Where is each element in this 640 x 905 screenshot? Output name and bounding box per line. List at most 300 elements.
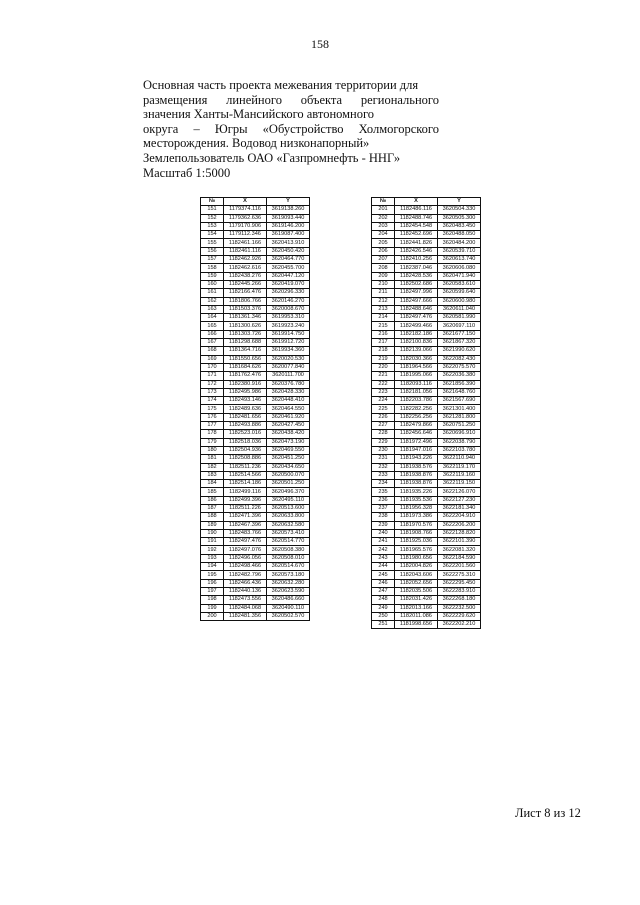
table-row [372, 363, 481, 371]
x-coordinate-cell: 1182502.686 [395, 280, 438, 288]
coordinates-table-left [200, 197, 310, 621]
table-row [372, 388, 481, 396]
table-row [201, 488, 310, 496]
x-coordinate-cell: 1181965.576 [395, 546, 438, 554]
x-coordinate-cell: 1182493.886 [224, 422, 267, 430]
table-row [372, 463, 481, 471]
x-coordinate-cell: 1182489.636 [224, 405, 267, 413]
x-coordinate-cell: 1182481.656 [224, 413, 267, 421]
y-coordinate-cell: 3620488.050 [438, 231, 481, 239]
heading-line: значения Ханты-Мансийского автономного [143, 107, 375, 122]
table-row [372, 247, 481, 255]
y-coordinate-cell: 3620111.700 [267, 372, 310, 380]
table-row [372, 239, 481, 247]
table-row [201, 538, 310, 546]
point-number-cell: 223 [372, 388, 395, 396]
point-number-cell: 246 [372, 579, 395, 587]
table-row [201, 314, 310, 322]
table-row [372, 504, 481, 512]
table-row [201, 280, 310, 288]
x-coordinate-cell: 1182518.036 [224, 438, 267, 446]
x-coordinate-cell: 1181947.016 [395, 446, 438, 454]
point-number-cell: 177 [201, 422, 224, 430]
table-row [201, 579, 310, 587]
x-coordinate-cell: 1182481.356 [224, 612, 267, 620]
y-coordinate-cell: 3622181.340 [438, 504, 481, 512]
table-row [372, 480, 481, 488]
point-number-cell: 169 [201, 355, 224, 363]
y-coordinate-cell: 3620376.780 [267, 380, 310, 388]
table-row [372, 521, 481, 529]
table-row [372, 272, 481, 280]
y-coordinate-cell: 3619093.440 [267, 214, 310, 222]
table-row [201, 297, 310, 305]
y-coordinate-cell: 3620632.280 [267, 579, 310, 587]
point-number-cell: 196 [201, 579, 224, 587]
x-coordinate-cell: 1182052.656 [395, 579, 438, 587]
table-row [372, 604, 481, 612]
x-coordinate-cell: 1182428.536 [395, 272, 438, 280]
table-row [201, 455, 310, 463]
point-number-cell: 245 [372, 571, 395, 579]
point-number-cell: 227 [372, 422, 395, 430]
y-coordinate-cell: 3620751.250 [438, 422, 481, 430]
point-number-cell: 152 [201, 214, 224, 222]
y-coordinate-cell: 3622038.790 [438, 438, 481, 446]
x-coordinate-cell: 1181956.328 [395, 504, 438, 512]
heading-line: Землепользователь ОАО «Газпромнефть - ННГ» [143, 150, 401, 165]
x-coordinate-cell: 1181964.566 [395, 363, 438, 371]
y-coordinate-cell: 3621301.400 [438, 405, 481, 413]
point-number-cell: 244 [372, 563, 395, 571]
point-number-cell: 207 [372, 256, 395, 264]
y-coordinate-cell: 3619087.400 [267, 231, 310, 239]
table-row [201, 380, 310, 388]
x-coordinate-cell: 1182499.396 [224, 496, 267, 504]
y-coordinate-cell: 3620471.940 [438, 272, 481, 280]
x-coordinate-cell: 1182496.056 [224, 554, 267, 562]
table-row [372, 554, 481, 562]
table-row [372, 297, 481, 305]
x-coordinate-cell: 1182497.076 [224, 546, 267, 554]
y-coordinate-cell: 3622103.780 [438, 446, 481, 454]
table-row [201, 596, 310, 604]
point-number-cell: 221 [372, 372, 395, 380]
y-coordinate-cell: 3622119.160 [438, 471, 481, 479]
y-coordinate-cell: 3622126.070 [438, 488, 481, 496]
y-coordinate-cell: 3620450.420 [267, 247, 310, 255]
y-coordinate-cell: 3620461.920 [267, 413, 310, 421]
table-row [372, 587, 481, 595]
point-number-cell: 241 [372, 538, 395, 546]
y-coordinate-cell: 3620583.610 [438, 280, 481, 288]
document-heading [143, 78, 439, 180]
y-coordinate-cell: 3620490.110 [267, 604, 310, 612]
x-coordinate-cell: 1182511.226 [224, 504, 267, 512]
x-coordinate-cell: 1181980.656 [395, 554, 438, 562]
table-row [372, 529, 481, 537]
y-coordinate-cell: 3620505.300 [438, 214, 481, 222]
table-header-row [372, 198, 481, 206]
x-coordinate-cell: 1181300.626 [224, 322, 267, 330]
y-coordinate-cell: 3620508.010 [267, 554, 310, 562]
table-row [372, 579, 481, 587]
point-number-cell: 179 [201, 438, 224, 446]
table-row [372, 446, 481, 454]
table-row [201, 504, 310, 512]
column-header-x: X [224, 198, 267, 206]
x-coordinate-cell: 1182410.256 [395, 256, 438, 264]
y-coordinate-cell: 3620020.530 [267, 355, 310, 363]
table-row [201, 388, 310, 396]
y-coordinate-cell: 3620599.640 [438, 289, 481, 297]
y-coordinate-cell: 3622128.820 [438, 529, 481, 537]
table-row [201, 347, 310, 355]
x-coordinate-cell: 1181995.066 [395, 372, 438, 380]
point-number-cell: 201 [372, 206, 395, 214]
x-coordinate-cell: 1181970.576 [395, 521, 438, 529]
x-coordinate-cell: 1179374.116 [224, 206, 267, 214]
table-row [201, 405, 310, 413]
table-row [201, 355, 310, 363]
x-coordinate-cell: 1182495.986 [224, 388, 267, 396]
point-number-cell: 210 [372, 280, 395, 288]
point-number-cell: 190 [201, 529, 224, 537]
table-row [201, 363, 310, 371]
y-coordinate-cell: 3620428.330 [267, 388, 310, 396]
table-row [201, 264, 310, 272]
point-number-cell: 249 [372, 604, 395, 612]
y-coordinate-cell: 3622201.560 [438, 563, 481, 571]
table-row [372, 339, 481, 347]
x-coordinate-cell: 1182035.506 [395, 587, 438, 595]
point-number-cell: 237 [372, 504, 395, 512]
point-number-cell: 183 [201, 471, 224, 479]
x-coordinate-cell: 1181973.386 [395, 513, 438, 521]
point-number-cell: 209 [372, 272, 395, 280]
x-coordinate-cell: 1182461.116 [224, 247, 267, 255]
x-coordinate-cell: 1182479.866 [395, 422, 438, 430]
point-number-cell: 228 [372, 430, 395, 438]
y-coordinate-cell: 3619138.260 [267, 206, 310, 214]
point-number-cell: 185 [201, 488, 224, 496]
x-coordinate-cell: 1182511.236 [224, 463, 267, 471]
x-coordinate-cell: 1182100.836 [395, 339, 438, 347]
y-coordinate-cell: 3620483.450 [438, 222, 481, 230]
point-number-cell: 151 [201, 206, 224, 214]
point-number-cell: 186 [201, 496, 224, 504]
table-row [201, 554, 310, 562]
x-coordinate-cell: 1182508.886 [224, 455, 267, 463]
point-number-cell: 214 [372, 314, 395, 322]
table-row [372, 413, 481, 421]
y-coordinate-cell: 3620455.700 [267, 264, 310, 272]
x-coordinate-cell: 1182514.566 [224, 471, 267, 479]
x-coordinate-cell: 1182043.606 [395, 571, 438, 579]
y-coordinate-cell: 3620613.740 [438, 256, 481, 264]
y-coordinate-cell: 3620697.110 [438, 322, 481, 330]
point-number-cell: 197 [201, 587, 224, 595]
y-coordinate-cell: 3619912.720 [267, 339, 310, 347]
table-row [201, 289, 310, 297]
y-coordinate-cell: 3620504.330 [438, 206, 481, 214]
table-row [201, 231, 310, 239]
point-number-cell: 216 [372, 330, 395, 338]
point-number-cell: 217 [372, 339, 395, 347]
y-coordinate-cell: 3621677.150 [438, 330, 481, 338]
point-number-cell: 191 [201, 538, 224, 546]
table-row [201, 604, 310, 612]
table-row [201, 513, 310, 521]
y-coordinate-cell: 3622119.150 [438, 480, 481, 488]
table-row [372, 438, 481, 446]
y-coordinate-cell: 3620539.710 [438, 247, 481, 255]
y-coordinate-cell: 3620434.650 [267, 463, 310, 471]
table-row [201, 222, 310, 230]
point-number-cell: 251 [372, 621, 395, 629]
y-coordinate-cell: 3620146.270 [267, 297, 310, 305]
y-coordinate-cell: 3622268.180 [438, 596, 481, 604]
table-row [372, 596, 481, 604]
table-row [372, 214, 481, 222]
x-coordinate-cell: 1181935.536 [395, 496, 438, 504]
table-row [201, 438, 310, 446]
column-header-x: X [395, 198, 438, 206]
x-coordinate-cell: 1182182.186 [395, 330, 438, 338]
y-coordinate-cell: 3622202.210 [438, 621, 481, 629]
y-coordinate-cell: 3621990.620 [438, 347, 481, 355]
y-coordinate-cell: 3620573.410 [267, 529, 310, 537]
heading-line: месторождения. Водовод низконапорный» [143, 136, 370, 151]
heading-line: размещения линейного объекта регионального [143, 92, 439, 107]
table-row [372, 305, 481, 313]
point-number-cell: 247 [372, 587, 395, 595]
point-number-cell: 165 [201, 322, 224, 330]
heading-line: Масштаб 1:5000 [143, 165, 231, 180]
y-coordinate-cell: 3620469.550 [267, 446, 310, 454]
y-coordinate-cell: 3621648.760 [438, 388, 481, 396]
x-coordinate-cell: 1182466.436 [224, 579, 267, 587]
x-coordinate-cell: 1182462.616 [224, 264, 267, 272]
y-coordinate-cell: 3621867.320 [438, 339, 481, 347]
table-row [201, 612, 310, 620]
table-row [372, 405, 481, 413]
table-row [372, 372, 481, 380]
heading-line: Основная часть проекта межевания территории для [143, 78, 419, 92]
point-number-cell: 231 [372, 455, 395, 463]
x-coordinate-cell: 1182499.116 [224, 488, 267, 496]
y-coordinate-cell: 3620600.980 [438, 297, 481, 305]
table-row [201, 322, 310, 330]
table-row [372, 513, 481, 521]
x-coordinate-cell: 1179112.346 [224, 231, 267, 239]
point-number-cell: 182 [201, 463, 224, 471]
point-number-cell: 236 [372, 496, 395, 504]
y-coordinate-cell: 3620495.110 [267, 496, 310, 504]
x-coordinate-cell: 1181361.346 [224, 314, 267, 322]
table-row [372, 222, 481, 230]
x-coordinate-cell: 1182498.466 [224, 563, 267, 571]
point-number-cell: 193 [201, 554, 224, 562]
x-coordinate-cell: 1181762.476 [224, 372, 267, 380]
point-number-cell: 203 [372, 222, 395, 230]
y-coordinate-cell: 3622295.450 [438, 579, 481, 587]
x-coordinate-cell: 1182504.936 [224, 446, 267, 454]
point-number-cell: 198 [201, 596, 224, 604]
y-coordinate-cell: 3622081.320 [438, 546, 481, 554]
x-coordinate-cell: 1181972.496 [395, 438, 438, 446]
point-number-cell: 248 [372, 596, 395, 604]
y-coordinate-cell: 3620484.200 [438, 239, 481, 247]
table-row [201, 571, 310, 579]
x-coordinate-cell: 1181925.036 [395, 538, 438, 546]
y-coordinate-cell: 3620496.370 [267, 488, 310, 496]
x-coordinate-cell: 1182497.666 [395, 297, 438, 305]
table-row [372, 571, 481, 579]
table-row [372, 563, 481, 571]
y-coordinate-cell: 3621567.690 [438, 397, 481, 405]
table-row [372, 289, 481, 297]
y-coordinate-cell: 3620464.770 [267, 256, 310, 264]
y-coordinate-cell: 3620501.250 [267, 480, 310, 488]
x-coordinate-cell: 1182461.166 [224, 239, 267, 247]
table-row [201, 239, 310, 247]
x-coordinate-cell: 1182203.786 [395, 397, 438, 405]
x-coordinate-cell: 1181550.656 [224, 355, 267, 363]
x-coordinate-cell: 1182031.426 [395, 596, 438, 604]
x-coordinate-cell: 1182093.116 [395, 380, 438, 388]
point-number-cell: 239 [372, 521, 395, 529]
table-row [372, 422, 481, 430]
point-number-cell: 162 [201, 297, 224, 305]
x-coordinate-cell: 1181938.876 [395, 480, 438, 488]
coordinates-table-right [371, 197, 481, 629]
point-number-cell: 163 [201, 305, 224, 313]
y-coordinate-cell: 3622229.620 [438, 612, 481, 620]
x-coordinate-cell: 1181684.626 [224, 363, 267, 371]
point-number-cell: 170 [201, 363, 224, 371]
point-number-cell: 222 [372, 380, 395, 388]
y-coordinate-cell: 3620438.420 [267, 430, 310, 438]
y-coordinate-cell: 3620451.250 [267, 455, 310, 463]
point-number-cell: 234 [372, 480, 395, 488]
point-number-cell: 224 [372, 397, 395, 405]
table-row [372, 355, 481, 363]
y-coordinate-cell: 3619953.310 [267, 314, 310, 322]
x-coordinate-cell: 1182282.256 [395, 405, 438, 413]
point-number-cell: 200 [201, 612, 224, 620]
point-number-cell: 250 [372, 612, 395, 620]
point-number-cell: 174 [201, 397, 224, 405]
x-coordinate-cell: 1182473.556 [224, 596, 267, 604]
table-row [372, 612, 481, 620]
table-row [372, 256, 481, 264]
point-number-cell: 235 [372, 488, 395, 496]
y-coordinate-cell: 3622275.310 [438, 571, 481, 579]
x-coordinate-cell: 1182166.476 [224, 289, 267, 297]
point-number-cell: 160 [201, 280, 224, 288]
table-row [201, 521, 310, 529]
y-coordinate-cell: 3622036.380 [438, 372, 481, 380]
point-number-cell: 171 [201, 372, 224, 380]
x-coordinate-cell: 1182030.366 [395, 355, 438, 363]
point-number-cell: 218 [372, 347, 395, 355]
point-number-cell: 187 [201, 504, 224, 512]
x-coordinate-cell: 1181303.726 [224, 330, 267, 338]
table-row [201, 587, 310, 595]
y-coordinate-cell: 3622119.170 [438, 463, 481, 471]
point-number-cell: 157 [201, 256, 224, 264]
point-number-cell: 168 [201, 347, 224, 355]
y-coordinate-cell: 3622075.570 [438, 363, 481, 371]
y-coordinate-cell: 3620611.040 [438, 305, 481, 313]
x-coordinate-cell: 1182467.396 [224, 521, 267, 529]
y-coordinate-cell: 3620473.190 [267, 438, 310, 446]
y-coordinate-cell: 3620696.910 [438, 430, 481, 438]
x-coordinate-cell: 1182004.826 [395, 563, 438, 571]
x-coordinate-cell: 1182493.146 [224, 397, 267, 405]
x-coordinate-cell: 1182013.166 [395, 604, 438, 612]
table-row [372, 330, 481, 338]
point-number-cell: 167 [201, 339, 224, 347]
y-coordinate-cell: 3622082.430 [438, 355, 481, 363]
point-number-cell: 213 [372, 305, 395, 313]
point-number-cell: 208 [372, 264, 395, 272]
y-coordinate-cell: 3620514.670 [267, 563, 310, 571]
page-number: 158 [311, 37, 329, 51]
y-coordinate-cell: 3620513.600 [267, 504, 310, 512]
column-header-y: Y [438, 198, 481, 206]
point-number-cell: 242 [372, 546, 395, 554]
table-row [372, 280, 481, 288]
x-coordinate-cell: 1181938.576 [395, 463, 438, 471]
y-coordinate-cell: 3622127.230 [438, 496, 481, 504]
y-coordinate-cell: 3619934.360 [267, 347, 310, 355]
y-coordinate-cell: 3620413.910 [267, 239, 310, 247]
y-coordinate-cell: 3619146.200 [267, 222, 310, 230]
y-coordinate-cell: 3620008.670 [267, 305, 310, 313]
point-number-cell: 226 [372, 413, 395, 421]
point-number-cell: 211 [372, 289, 395, 297]
x-coordinate-cell: 1182488.746 [395, 214, 438, 222]
y-coordinate-cell: 3620486.660 [267, 596, 310, 604]
y-coordinate-cell: 3621856.390 [438, 380, 481, 388]
heading-line: округа – Югры «Обустройство Холмогорского [143, 121, 439, 136]
x-coordinate-cell: 1181938.876 [395, 471, 438, 479]
x-coordinate-cell: 1182482.796 [224, 571, 267, 579]
table-row [201, 272, 310, 280]
point-number-cell: 173 [201, 388, 224, 396]
point-number-cell: 204 [372, 231, 395, 239]
x-coordinate-cell: 1182456.646 [395, 430, 438, 438]
x-coordinate-cell: 1182499.466 [395, 322, 438, 330]
y-coordinate-cell: 3620077.840 [267, 363, 310, 371]
x-coordinate-cell: 1182471.396 [224, 513, 267, 521]
point-number-cell: 199 [201, 604, 224, 612]
table-row [372, 264, 481, 272]
x-coordinate-cell: 1181908.766 [395, 529, 438, 537]
table-row [372, 397, 481, 405]
x-coordinate-cell: 1181298.688 [224, 339, 267, 347]
x-coordinate-cell: 1182454.548 [395, 222, 438, 230]
x-coordinate-cell: 1181943.226 [395, 455, 438, 463]
table-row [372, 496, 481, 504]
y-coordinate-cell: 3622110.940 [438, 455, 481, 463]
y-coordinate-cell: 3620502.570 [267, 612, 310, 620]
y-coordinate-cell: 3622101.390 [438, 538, 481, 546]
point-number-cell: 194 [201, 563, 224, 571]
y-coordinate-cell: 3620448.410 [267, 397, 310, 405]
